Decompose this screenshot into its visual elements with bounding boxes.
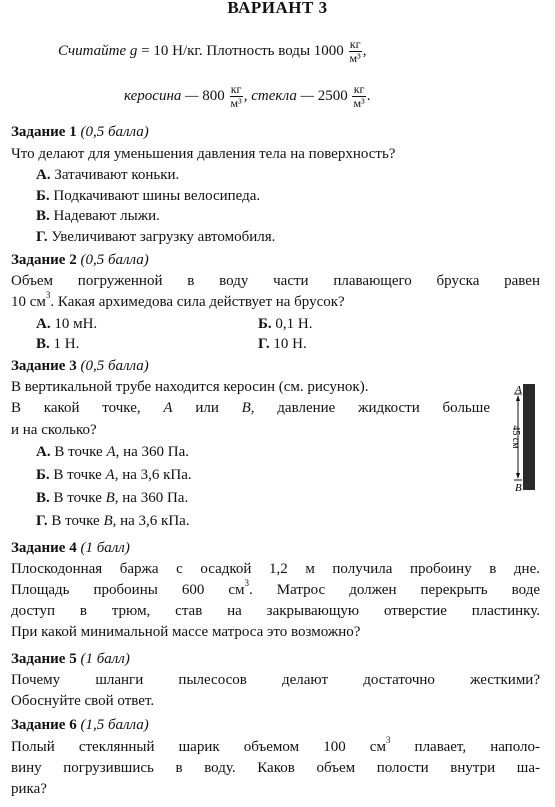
unit-fraction	[352, 83, 365, 110]
option-text: , на 3,6 кПа.	[112, 513, 190, 529]
task-title: Задание 1	[11, 124, 77, 140]
option-text: В точке	[54, 444, 107, 460]
option-letter: Б.	[36, 188, 50, 204]
point-label: A	[106, 444, 116, 460]
task-1-option-d	[36, 229, 275, 246]
task-3-option-c	[36, 490, 188, 507]
unit-numerator: кг	[349, 37, 361, 51]
unit-denominator: м³	[230, 96, 242, 110]
question-text: Площадь пробоины 600 см	[11, 582, 245, 598]
superscript: 3	[385, 735, 391, 745]
task-2-option-c	[36, 336, 79, 353]
task-4-line-4: При какой минимальной массе матроса это возможно?	[11, 624, 361, 640]
task-6-line-1	[11, 735, 540, 756]
water-density-value: 1000	[313, 42, 344, 59]
question-text: плавает, наполо-	[390, 739, 540, 755]
task-5-line-1: Почему шланги пылесосов делают достаточно жесткими?	[11, 672, 540, 688]
point-label: B	[241, 400, 251, 416]
variant-title: ВАРИАНТ 3	[227, 0, 328, 17]
task-3-option-d	[36, 513, 190, 530]
punctuation: ,	[362, 42, 367, 59]
unit-fraction	[230, 83, 243, 110]
question-text: В какой точке,	[11, 400, 164, 416]
option-letter: А.	[36, 167, 51, 183]
question-text: . Какая архимедова сила действует на брусок?	[50, 294, 345, 310]
intro-text: Считайте	[58, 42, 127, 59]
option-text: 10 Н.	[273, 336, 307, 352]
option-letter: В.	[36, 208, 50, 224]
unit-denominator: м³	[349, 51, 361, 65]
task-3-option-b	[36, 467, 192, 484]
task-3-option-a	[36, 444, 189, 461]
option-text: , на 360 Па.	[114, 490, 189, 506]
option-text: 1 Н.	[53, 336, 80, 352]
task-4-line-3: доступ в трюм, став на закрывающую отверстие пластинку.	[11, 603, 540, 619]
intro-text: керосина —	[124, 87, 203, 104]
option-text: , на 360 Па.	[115, 444, 190, 460]
task-3-question-line-3: и на сколько?	[11, 422, 97, 438]
task-points: (1 балл)	[80, 651, 130, 667]
intro-text: = 10 Н/кг. Плотность воды	[137, 42, 314, 59]
kerosene-density-value: 800	[202, 87, 225, 104]
option-letter: А.	[36, 316, 51, 332]
point-label: B	[105, 490, 115, 506]
question-text: 10 см	[11, 294, 46, 310]
task-points: (0,5 балла)	[80, 252, 149, 268]
task-title: Задание 3	[11, 358, 77, 374]
unit-fraction	[349, 38, 362, 65]
point-a-label: A	[515, 384, 522, 396]
g-symbol: g	[129, 42, 138, 59]
task-title: Задание 2	[11, 252, 77, 268]
task-2-heading	[11, 252, 149, 269]
task-1-option-b	[36, 188, 260, 205]
option-letter: Б.	[258, 316, 272, 332]
task-1-heading	[11, 124, 149, 141]
task-2-option-b	[258, 316, 313, 333]
option-text: В точке	[51, 513, 104, 529]
intro-line-1	[58, 38, 366, 65]
superscript: 3	[244, 578, 250, 588]
task-3-question-line-1: В вертикальной трубе находится керосин (см. рисунок).	[11, 379, 369, 395]
option-letter: А.	[36, 444, 51, 460]
intro-line-2	[124, 83, 370, 110]
punctuation: .	[366, 87, 371, 104]
task-6-line-2: вину погрузившись в воду. Каков объем полости внутри ша-	[11, 760, 540, 776]
point-label: B	[103, 513, 113, 529]
superscript: 3	[45, 290, 51, 300]
task-1-option-c	[36, 208, 160, 225]
point-label: A	[163, 400, 173, 416]
task-title: Задание 6	[11, 717, 77, 733]
height-label: 45 см	[510, 425, 521, 449]
task-points: (1,5 балла)	[80, 717, 149, 733]
arrow-down-icon	[516, 473, 520, 479]
option-text: Затачивают коньки.	[54, 167, 180, 183]
option-text: В точке	[53, 467, 106, 483]
intro-text: , стекла —	[243, 87, 318, 104]
question-text: , давление жидкости больше	[250, 400, 490, 416]
task-1-question: Что делают для уменьшения давления тела на поверхность?	[11, 146, 396, 162]
option-letter: Б.	[36, 467, 50, 483]
task-6-heading	[11, 717, 149, 734]
task-points: (1 балл)	[80, 540, 130, 556]
task-2-option-a	[36, 316, 97, 333]
task-3-heading	[11, 358, 149, 375]
task-5-line-2: Обоснуйте свой ответ.	[11, 693, 155, 709]
task-4-heading	[11, 540, 130, 557]
unit-numerator: кг	[353, 82, 365, 96]
option-text: Подкачивают шины велосипеда.	[53, 188, 261, 204]
option-letter: В.	[36, 490, 50, 506]
option-letter: Г.	[36, 513, 48, 529]
option-letter: В.	[36, 336, 50, 352]
option-text: Увеличивают загрузку автомобиля.	[51, 229, 276, 245]
option-text: , на 3,6 кПа.	[114, 467, 192, 483]
option-letter: Г.	[36, 229, 48, 245]
task-4-line-2	[11, 578, 540, 599]
task-points: (0,5 балла)	[80, 358, 149, 374]
option-text: Надевают лыжи.	[53, 208, 160, 224]
task-title: Задание 4	[11, 540, 77, 556]
task-4-line-1: Плоскодонная баржа с осадкой 1,2 м получила пробоину в дне.	[11, 561, 540, 577]
task-title: Задание 5	[11, 651, 77, 667]
unit-denominator: м³	[353, 96, 365, 110]
option-text: В точке	[53, 490, 106, 506]
tube-figure	[498, 382, 538, 492]
tube-wall	[523, 384, 535, 490]
question-text: или	[172, 400, 242, 416]
point-label: A	[105, 467, 115, 483]
task-5-heading	[11, 651, 130, 668]
task-points: (0,5 балла)	[80, 124, 149, 140]
question-text: Полый стеклянный шарик объемом 100 см	[11, 739, 386, 755]
unit-numerator: кг	[230, 82, 242, 96]
task-2-question-line-1: Объем погруженной в воду части плавающего бруска равен	[11, 273, 540, 289]
task-6-line-3: рика?	[11, 781, 47, 797]
task-1-option-a	[36, 167, 179, 184]
option-text: 0,1 Н.	[275, 316, 313, 332]
task-2-question-line-2	[11, 290, 345, 311]
glass-density-value: 2500	[317, 87, 348, 104]
question-text: . Матрос должен перекрыть воде	[249, 582, 540, 598]
option-text: 10 мН.	[54, 316, 98, 332]
point-b-label: B	[515, 482, 522, 492]
task-3-question-line-2	[11, 400, 490, 417]
task-2-option-d	[258, 336, 307, 353]
option-letter: Г.	[258, 336, 270, 352]
